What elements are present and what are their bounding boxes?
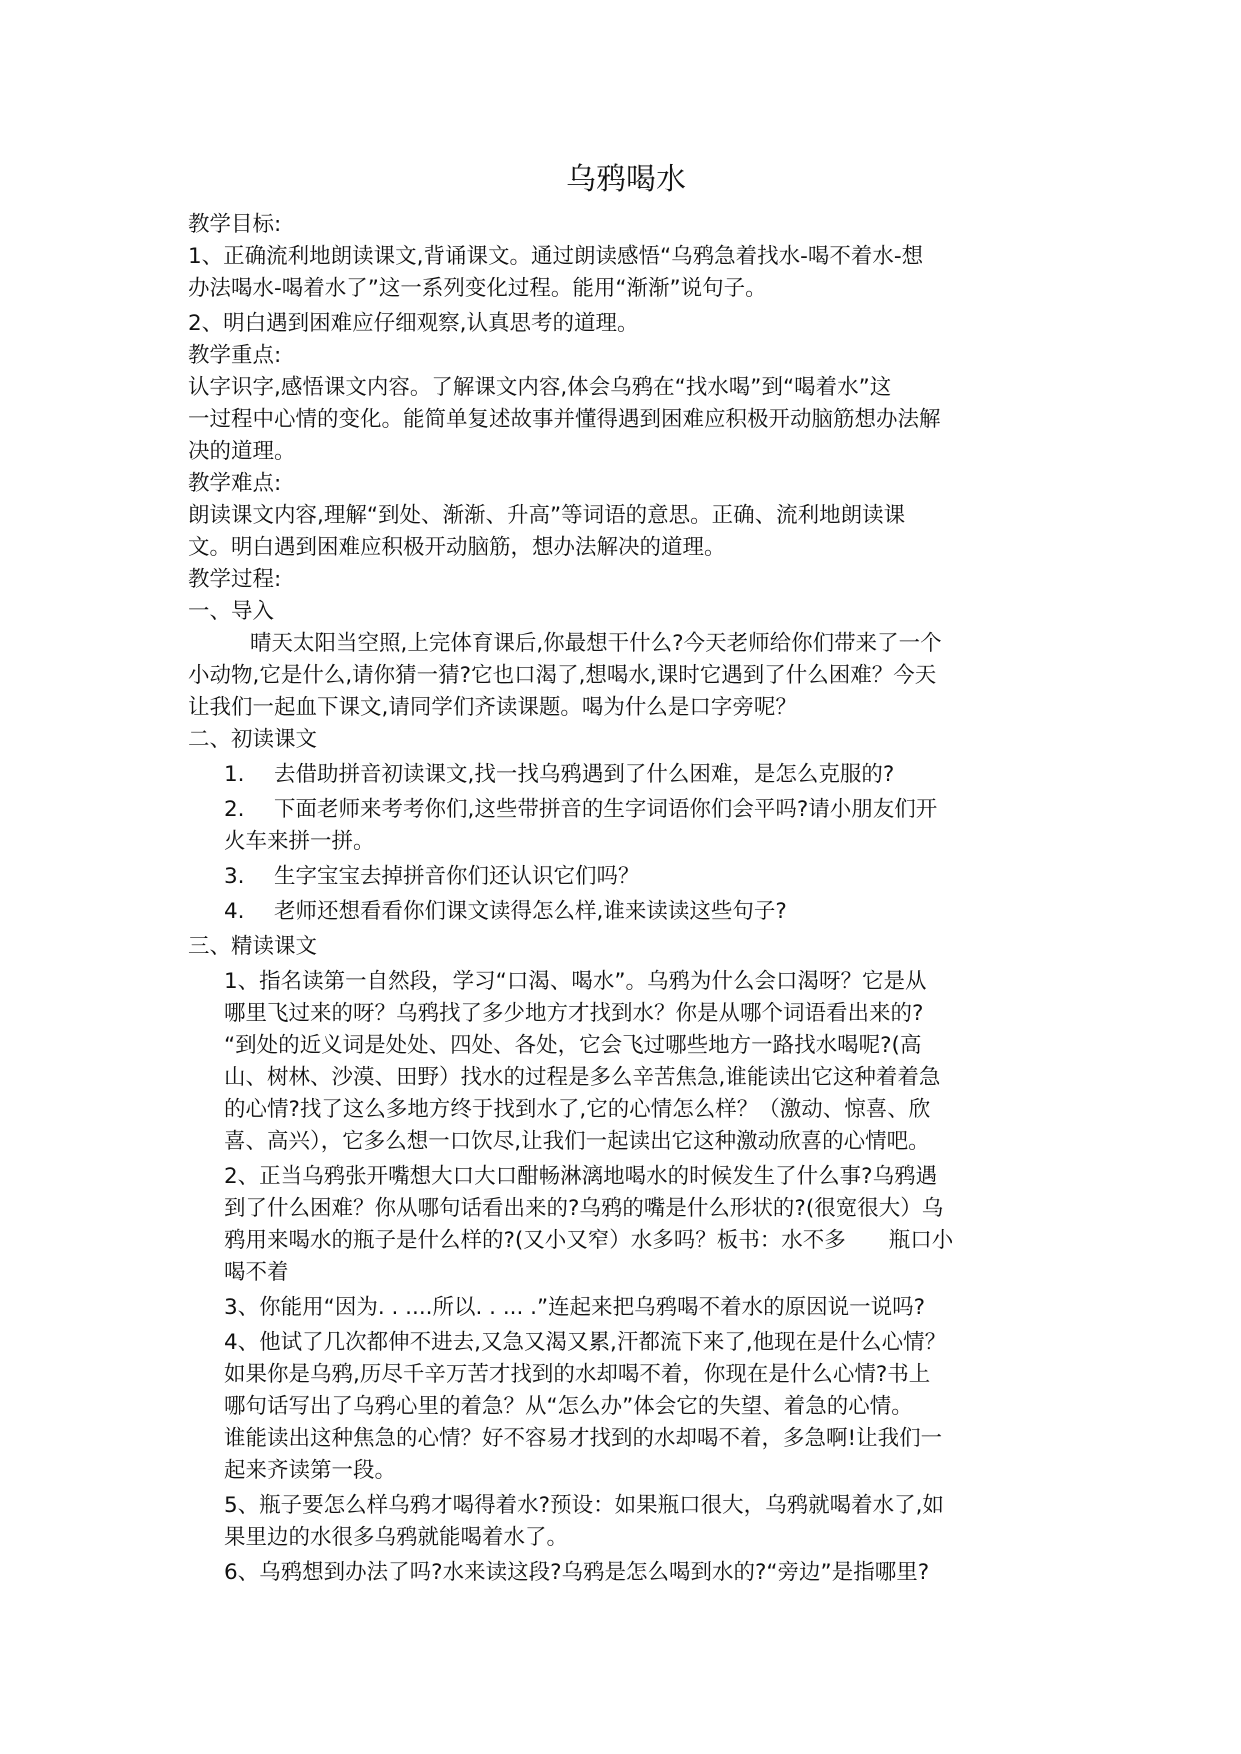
paragraph-line: 如果你是乌鸦,历尽千辛万苦才找到的水却喝不着，你现在是什么心情?书上 <box>224 1362 931 1387</box>
list-item-text: 生字宝宝去掉拼音你们还认识它们吗？ <box>274 864 640 889</box>
objectives-heading: 教学目标: <box>188 212 282 237</box>
objective-1-line: 1、正确流利地朗读课文,背诵课文。通过朗读感悟“乌鸦急着找水-喝不着水-想 <box>188 244 924 269</box>
paragraph-line: 谁能读出这种焦急的心情？好不容易才找到的水却喝不着，多急啊!让我们一 <box>224 1426 943 1451</box>
section-3-item-2 <box>188 1161 1058 1289</box>
section-3-heading: 三、精读课文 <box>188 934 318 959</box>
list-item-number: 3. <box>224 864 245 889</box>
difficulties-text <box>188 500 1058 564</box>
paragraph-line: 起来齐读第一段。 <box>224 1458 397 1483</box>
key-points-text <box>188 372 1058 468</box>
section-3-item-4 <box>188 1327 1058 1487</box>
key-points-heading: 教学重点: <box>188 343 282 368</box>
list-item-number: 1. <box>224 762 245 787</box>
section-1-heading: 一、导入 <box>188 599 275 624</box>
list-item <box>188 759 1058 791</box>
process-heading: 教学过程: <box>188 567 282 592</box>
paragraph-line: 果里边的水很多乌鸦就能喝着水了。 <box>224 1525 569 1550</box>
paragraph-line: 5、瓶子要怎么样乌鸦才喝得着水?预设：如果瓶口很大，乌鸦就喝着水了,如 <box>224 1493 944 1518</box>
paragraph-line: 2、正当乌鸦张开嘴想大口大口酣畅淋漓地喝水的时候发生了什么事?乌鸦遇 <box>224 1164 938 1189</box>
list-item-text: 火车来拼一拼。 <box>224 829 375 854</box>
paragraph-line: 6、乌鸦想到办法了吗?水来读这段?乌鸦是怎么喝到水的?“旁边”是指哪里? <box>224 1560 930 1585</box>
section-3-item-5 <box>188 1490 1058 1554</box>
paragraph-line: 喜、高兴），它多么想一口饮尽,让我们一起读出它这种激动欣喜的心情吧。 <box>224 1129 930 1154</box>
section-1-line: 晴天太阳当空照,上完体育课后,你最想干什么?今天老师给你们带来了一个 <box>250 631 942 656</box>
list-item <box>188 794 1058 858</box>
section-2-list <box>188 759 1058 928</box>
key-points-line: 决的道理。 <box>188 439 296 464</box>
list-item-text: 去借助拼音初读课文,找一找乌鸦遇到了什么困难，是怎么克服的? <box>274 762 895 787</box>
paragraph-line: 哪句话写出了乌鸦心里的着急？从“怎么办”体会它的失望、着急的心情。 <box>224 1394 913 1419</box>
paragraph-line: 到了什么困难？你从哪句话看出来的?乌鸦的嘴是什么形状的?(很宽很大）乌 <box>224 1196 944 1221</box>
list-item <box>188 896 1058 928</box>
list-item-number: 4. <box>224 899 245 924</box>
section-1-line: 让我们一起血下课文,请同学们齐读课题。喝为什么是口字旁呢？ <box>188 695 797 720</box>
difficulties-line: 文。明白遇到困难应积极开动脑筋，想办法解决的道理。 <box>188 535 726 560</box>
objective-2 <box>188 308 1058 340</box>
objective-1 <box>188 241 1058 305</box>
section-3-item-6 <box>188 1557 1058 1589</box>
section-1-line: 小动物,它是什么,请你猜一猜?它也口渴了,想喝水,课时它遇到了什么困难？今天 <box>188 663 937 688</box>
paragraph-line: 山、树林、沙漠、田野）找水的过程是多么辛苦焦急,谁能读出它这种着着急 <box>224 1065 941 1090</box>
difficulties-line: 朗读课文内容,理解“到处、渐渐、升高”等词语的意思。正确、流利地朗读课 <box>188 503 906 528</box>
paragraph-line: 1、指名读第一自然段，学习“口渴、喝水”。乌鸦为什么会口渴呀？它是从 <box>224 969 927 994</box>
key-points-line: 一过程中心情的变化。能简单复述故事并懂得遇到困难应积极开动脑筋想办法解 <box>188 407 941 432</box>
paragraph-line: 喝不着 <box>224 1260 289 1285</box>
section-1-text <box>188 628 1058 724</box>
list-item <box>188 861 1058 893</box>
objective-2-line: 2、明白遇到困难应仔细观察,认真思考的道理。 <box>188 311 639 336</box>
section-3-item-1 <box>188 966 1058 1158</box>
section-3-item-3 <box>188 1292 1058 1324</box>
document-title: 乌鸦喝水 <box>566 162 686 197</box>
paragraph-line: 的心情?找了这么多地方终于找到水了,它的心情怎么样？（激动、惊喜、欣 <box>224 1097 931 1122</box>
paragraph-line: 哪里飞过来的呀？乌鸦找了多少地方才找到水？你是从哪个词语看出来的? <box>224 1001 924 1026</box>
key-points-line: 认字识字,感悟课文内容。了解课文内容,体会乌鸦在“找水喝”到“喝着水”这 <box>188 375 892 400</box>
list-item-number: 2. <box>224 797 245 822</box>
section-2-heading: 二、初读课文 <box>188 727 318 752</box>
paragraph-line: “到处的近义词是处处、四处、各处，它会飞过哪些地方一路找水喝呢?(高 <box>224 1033 922 1058</box>
paragraph-line: 4、他试了几次都伸不进去,又急又渴又累,汗都流下来了,他现在是什么心情？ <box>224 1330 947 1355</box>
list-item-text: 老师还想看看你们课文读得怎么样,谁来读读这些句子? <box>274 899 787 924</box>
list-item-text: 下面老师来考考你们,这些带拼音的生字词语你们会平吗?请小朋友们开 <box>274 797 938 822</box>
document-page <box>188 157 1058 1592</box>
difficulties-heading: 教学难点: <box>188 471 282 496</box>
objective-1-line: 办法喝水-喝着水了”这一系列变化过程。能用“渐渐”说句子。 <box>188 276 767 301</box>
paragraph-line: 3、你能用“因为. . ....所以. . ... .”连起来把乌鸦喝不着水的原因说一说吗? <box>224 1295 926 1320</box>
paragraph-line: 鸦用来喝水的瓶子是什么样的?(又小又窄）水多吗？板书：水不多 瓶口小 <box>224 1228 954 1253</box>
